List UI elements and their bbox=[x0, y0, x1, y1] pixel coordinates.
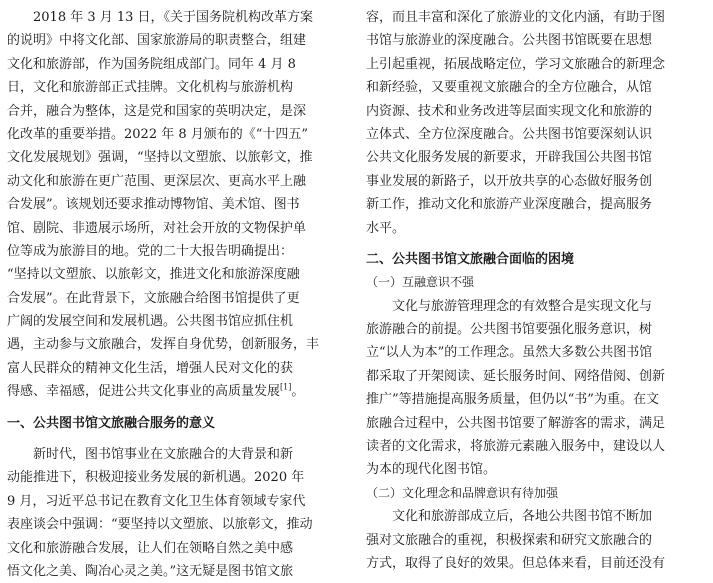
body-text-line: 位等成为旅游目的地。党的二十大报告明确提出： bbox=[7, 243, 294, 259]
section-heading: 一、公共图书馆文旅融合服务的意义 bbox=[7, 415, 216, 431]
body-text-line: 广阔的发展空间和发展机遇。公共图书馆应抓住机 bbox=[7, 314, 294, 330]
body-text-line: 都采取了开架阅读、延长服务时间、网络借阅、创新 bbox=[366, 368, 666, 384]
body-text: 得感、幸福感，促进公共文化事业的高质量发展 bbox=[7, 384, 281, 400]
body-text-line: 合并，融合为整体，这是党和国家的英明决定，是深 bbox=[7, 103, 307, 119]
body-text-line: “坚持以文塑旅、以旅彰文，推进文化和旅游深度融 bbox=[7, 267, 300, 283]
body-text-line: 遇，主动参与文旅融合，发挥自身优势，创新服务，丰 bbox=[7, 337, 320, 353]
body-text-line: 富人民群众的精神文化生活，增强人民对文化的获 bbox=[7, 360, 294, 376]
subsection-heading: （二）文化理念和品牌意识有待加强 bbox=[366, 485, 559, 500]
body-text-line: 内资源、技术和业务改进等层面实现文化和旅游的 bbox=[366, 103, 653, 119]
body-text-line: 立体式、全方位深度融合。公共图书馆要深刻认识 bbox=[366, 126, 653, 142]
body-text-line: 容，而且丰富和深化了旅游业的文化内涵，有助于图 bbox=[366, 10, 666, 25]
body-text-line: 公共文化服务发展的新要求，开辟我国公共图书馆 bbox=[366, 150, 653, 166]
right-column bbox=[366, 6, 706, 575]
body-text-line: 新时代，图书馆事业在文旅融合的大背景和新 bbox=[7, 447, 294, 463]
body-text-line: 9 月，习近平总书记在教育文化卫生体育领域专家代 bbox=[7, 493, 306, 509]
body-text-line: 化改革的重要举措。2022 年 8 月颁布的《“十四五” bbox=[7, 126, 309, 142]
body-text-line: 2018 年 3 月 13 日，《关于国务院机构改革方案 bbox=[7, 10, 314, 25]
body-text-line: 文化和旅游部，作为国务院组成部门。同年 4 月 8 bbox=[7, 56, 296, 72]
body-text-line: 馆、剧院、非遗展示场所，对社会开放的文物保护单 bbox=[7, 220, 307, 236]
body-text-line: 日，文化和旅游部正式挂牌。文化机构与旅游机构 bbox=[7, 80, 294, 96]
body-text-line: 文化发展规划》强调，“坚持以文塑旅、以旅彰文，推 bbox=[7, 150, 313, 166]
body-text-line: 表座谈会中强调：“要坚持以文塑旅、以旅彰文，推动 bbox=[7, 517, 313, 533]
subsection-heading: （一）互融意识不强 bbox=[366, 275, 475, 290]
body-text-line: 文化与旅游管理理念的有效整合是实现文化与 bbox=[366, 298, 653, 314]
body-text-line: 合发展”。该规划还要求推动博物馆、美术馆、图书 bbox=[7, 197, 300, 213]
body-text-line: 文化和旅游部成立后，各地公共图书馆不断加 bbox=[366, 509, 653, 525]
body-text-line: 书馆与旅游业的深度融合。公共图书馆既要在思想 bbox=[366, 33, 653, 49]
body-text-line-with-citation bbox=[7, 380, 345, 403]
body-text-line: 推广”等措施提高服务质量，但仍以“书”为重。在文 bbox=[366, 392, 659, 408]
body-text-line: 旅融合过程中，公共图书馆要了解游客的需求，满足 bbox=[366, 415, 666, 431]
body-text-line: 和新经验，又要重视文旅融合的全方位融合，从馆 bbox=[366, 80, 653, 96]
body-text-line: 读者的文化需求，将旅游元素融入服务中，建设以人 bbox=[366, 439, 666, 455]
body-text-line: 水平。 bbox=[366, 220, 406, 236]
body-text-line: 的说明》中将文化部、国家旅游局的职责整合，组建 bbox=[7, 33, 307, 49]
body-text-line: 方式，取得了良好的效果。但总体来看，目前还没有 bbox=[366, 555, 666, 571]
body-text-line: 旅游融合的前提。公共图书馆要强化服务意识，树 bbox=[366, 322, 653, 338]
body-text-line: 文化和旅游融合发展，让人们在领略自然之美中感 bbox=[7, 540, 294, 556]
left-column bbox=[7, 6, 345, 583]
body-text-line: 事业发展的新路子，以开放共享的心态做好服务创 bbox=[366, 173, 653, 189]
body-text-line: 上引起重视，拓展战略定位，学习文旅融合的新理念 bbox=[366, 56, 666, 72]
body-text-line: 动文化和旅游在更广范围、更深层次、更高水平上融 bbox=[7, 173, 307, 189]
body-text-line: 动能推进下，积极迎接业务发展的新机遇。2020 年 bbox=[7, 470, 305, 486]
end-punct: 。 bbox=[291, 384, 305, 400]
body-text-line: 合发展”。在此背景下，文旅融合给图书馆提供了更 bbox=[7, 290, 300, 306]
citation-ref[interactable]: [1] bbox=[280, 382, 292, 392]
body-text-line: 强对文旅融合的重视，积极探索和研究文旅融合的 bbox=[366, 532, 653, 548]
section-heading: 二、公共图书馆文旅融合面临的困境 bbox=[366, 251, 575, 267]
body-text-line: 新工作，推动文化和旅游产业深度融合，提高服务 bbox=[366, 197, 653, 213]
body-text-line: 为本的现代化图书馆。 bbox=[366, 462, 497, 478]
body-text-line: 立“以人为本”的工作理念。虽然大多数公共图书馆 bbox=[366, 345, 653, 361]
body-text-line: 悟文化之美、陶冶心灵之美。”这无疑是图书馆文旅 bbox=[7, 563, 294, 579]
